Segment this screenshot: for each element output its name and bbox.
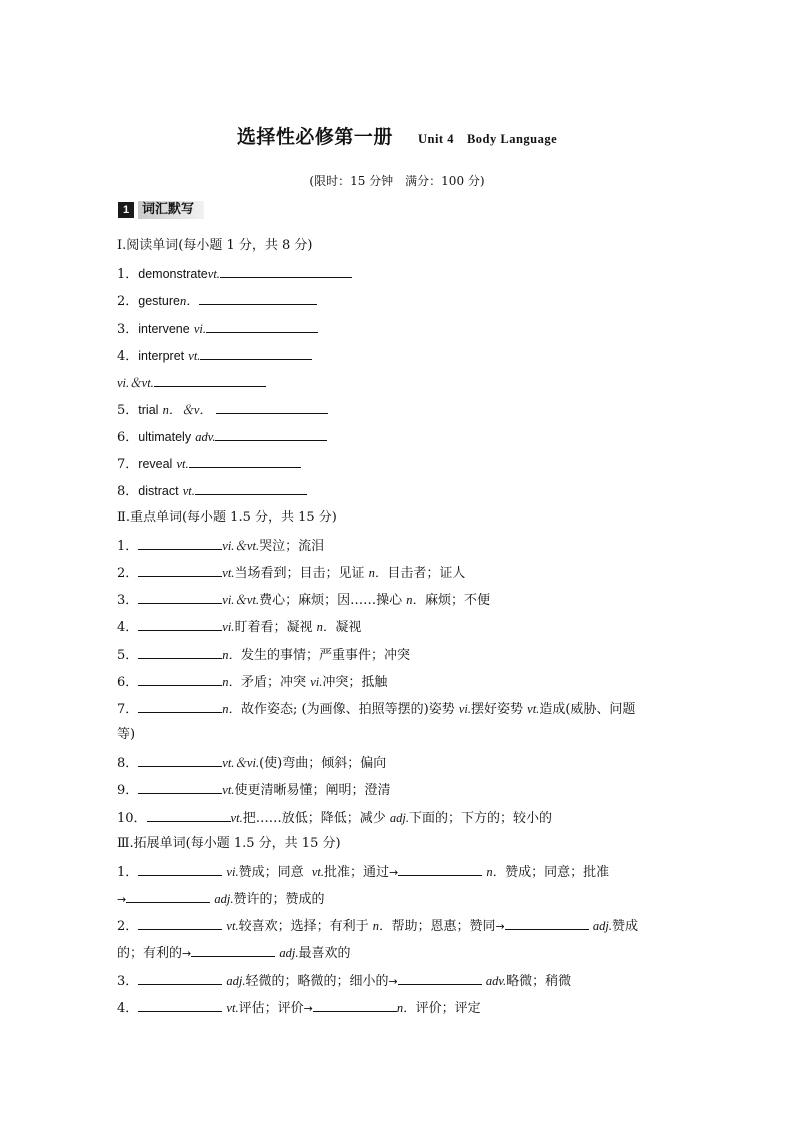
list-item: 5．trial n．＆v． xyxy=(117,400,328,420)
section-heading xyxy=(118,201,218,219)
answer-blank[interactable] xyxy=(215,427,327,441)
answer-blank[interactable] xyxy=(199,291,317,305)
answer-blank[interactable] xyxy=(206,319,318,333)
part3-heading: Ⅲ.拓展单词(每小题 1.5 分，共 15 分) xyxy=(117,836,341,851)
answer-blank[interactable] xyxy=(138,672,222,686)
list-item: 1． vi.赞成；同意 vt.批准；通过→ n．赞成；同意；批准 xyxy=(117,862,609,882)
arrow-icon: → xyxy=(388,975,398,988)
list-item: 8． vt.＆vi.(使)弯曲；倾斜；偏向 xyxy=(117,753,386,773)
answer-blank[interactable] xyxy=(138,862,222,876)
list-item: 7． n．故作姿态; (为画像、拍照等摆的)姿势 vi.摆好姿势 vt.造成(威胁、问题 xyxy=(117,699,635,719)
list-item: 3．intervene vi. xyxy=(117,319,318,339)
page-subtitle: (限时：15 分钟 满分：100 分) xyxy=(309,174,485,188)
answer-blank[interactable] xyxy=(138,753,222,767)
list-item: 8．distract vt. xyxy=(117,481,307,501)
answer-blank[interactable] xyxy=(191,943,275,957)
answer-blank[interactable] xyxy=(138,699,222,713)
arrow-icon: → xyxy=(389,866,399,879)
part1-heading: Ⅰ.阅读单词(每小题 1 分，共 8 分) xyxy=(117,238,313,253)
answer-blank[interactable] xyxy=(398,862,482,876)
list-item: 9． vt.使更清晰易懂；阐明；澄清 xyxy=(117,780,390,800)
arrow-icon: → xyxy=(117,893,127,906)
answer-blank[interactable] xyxy=(195,481,307,495)
answer-blank[interactable] xyxy=(138,536,222,550)
title-cn: 选择性必修第一册 xyxy=(236,126,393,148)
list-item: 1． vi.＆vt.哭泣；流泪 xyxy=(117,536,324,556)
list-item: vi.＆vt. xyxy=(117,373,266,393)
arrow-icon: → xyxy=(303,1002,313,1015)
answer-blank[interactable] xyxy=(505,916,589,930)
answer-blank[interactable] xyxy=(138,998,222,1012)
answer-blank[interactable] xyxy=(138,645,222,659)
list-item: 2． vt.较喜欢；选择；有利于 n．帮助；恩惠；赞同→ adj.赞成 xyxy=(117,916,638,936)
list-item: 7．reveal vt. xyxy=(117,454,301,474)
list-item-continuation: 的；有利的→ adj.最喜欢的 xyxy=(117,943,351,963)
part2-heading: Ⅱ.重点单词(每小题 1.5 分，共 15 分) xyxy=(117,510,337,525)
list-item: 4．interpret vt. xyxy=(117,346,312,366)
answer-blank[interactable] xyxy=(147,808,231,822)
answer-blank[interactable] xyxy=(216,400,328,414)
list-item: 2． vt.当场看到；目击；见证 n．目击者；证人 xyxy=(117,563,465,583)
list-item: 3． adj.轻微的；略微的；细小的→ adv.略微；稍微 xyxy=(117,971,571,991)
answer-blank[interactable] xyxy=(189,454,301,468)
list-item: 1．demonstratevt. xyxy=(117,264,352,284)
list-item: 4． vt.评估；评价→ n．评价；评定 xyxy=(117,998,481,1018)
answer-blank[interactable] xyxy=(138,971,222,985)
answer-blank[interactable] xyxy=(138,590,222,604)
answer-blank[interactable] xyxy=(138,563,222,577)
section-label: 词汇默写 xyxy=(138,201,204,219)
list-item: 2．gesturen． xyxy=(117,291,317,311)
list-item: 10． vt.把……放低；降低；减少 adj.下面的；下方的；较小的 xyxy=(117,808,552,828)
answer-blank[interactable] xyxy=(398,971,482,985)
list-item: 3． vi.＆vt.费心；麻烦；因……操心 n．麻烦；不便 xyxy=(117,590,490,610)
arrow-icon: → xyxy=(495,920,505,933)
list-item: 6． n．矛盾；冲突 vi.冲突；抵触 xyxy=(117,672,387,692)
title-en: Unit 4 Body Language xyxy=(417,132,558,146)
list-item: 4． vi.盯着看；凝视 n．凝视 xyxy=(117,617,361,637)
answer-blank[interactable] xyxy=(220,264,352,278)
arrow-icon: → xyxy=(182,947,192,960)
answer-blank[interactable] xyxy=(138,617,222,631)
list-item: 5． n．发生的事情；严重事件；冲突 xyxy=(117,645,410,665)
answer-blank[interactable] xyxy=(126,889,210,903)
answer-blank[interactable] xyxy=(313,998,397,1012)
answer-blank[interactable] xyxy=(200,346,312,360)
answer-blank[interactable] xyxy=(138,916,222,930)
list-item-continuation: → adj.赞许的；赞成的 xyxy=(117,889,324,909)
list-item: 6．ultimately adv. xyxy=(117,427,327,447)
answer-blank[interactable] xyxy=(138,780,222,794)
section-badge: 1 xyxy=(118,202,134,218)
page-title xyxy=(0,122,794,149)
answer-blank[interactable] xyxy=(154,373,266,387)
list-item-continuation: 等) xyxy=(117,727,136,742)
